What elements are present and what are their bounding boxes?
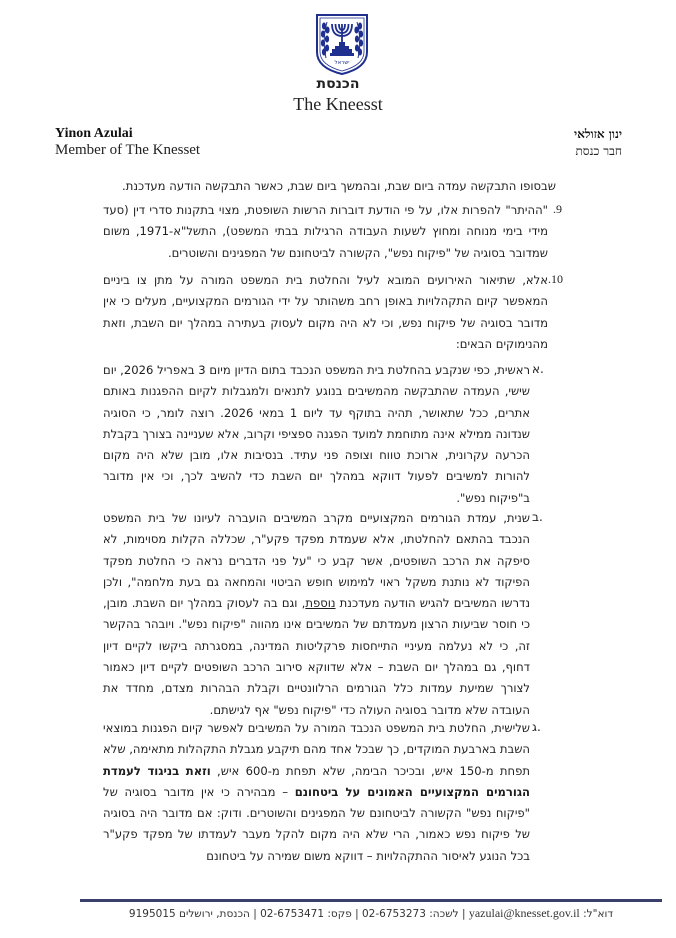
office-phone: 02-6753273 — [361, 908, 426, 920]
sub-item-marker-bet: ב. — [532, 510, 543, 524]
sub-item-marker-gimel: ג. — [532, 720, 541, 734]
member-block-hebrew — [574, 126, 622, 160]
paragraph-10: אלא, שתיאור האירועים המובא לעיל והחלטת בית המשפט המורה על מתן צו ביניים המאפשר קיום התקהלויות באופן רחב משהותר על ידי הגורמים המקצועיים, מעלים כי אין מדובר בסוגיה של פיקוח נפש, וכי לא היה מקום לעסוק בעתירה במהלך יום השבת, וזאת מהנימוקים הבאים: — [103, 273, 548, 351]
separator: | — [253, 908, 257, 920]
bold-phrase: וזאת בניגוד לעמדת הגורמים המקצועיים האמונים על ביטחונם — [103, 763, 530, 799]
member-name-english: Yinon Azulai — [55, 126, 133, 141]
emblem-text: ישראל — [334, 60, 350, 66]
fax-number: 02-6753471 — [260, 908, 325, 920]
state-emblem-icon — [313, 12, 371, 76]
paragraph-9: "ההיתר" להפרות אלו, על פי הודעת דוברות הרשות השופטת, מצוי בתקנות סדרי דין (סעד מידי בימי מנוחה ומחוץ לשעות העבודה הרגילות בבתי המשפט), התשל"א-1971, משום שמדובר בסוגיה של "פיקוח נפש", הקשורה לביטחונם של המפגינים והשוטרים. — [103, 203, 548, 260]
footer-divider — [80, 899, 662, 902]
sub-item-bet — [103, 508, 530, 721]
underlined-word: נוספת — [305, 596, 336, 611]
office-label: לשכה: — [429, 908, 459, 920]
continuation-paragraph: שבסופו התבקשה עמדה ביום שבת, ובהמשך ביום שבת, כאשר התבקשה הודעה מעדכנת. — [122, 179, 556, 193]
sub-item-bet-text-after: , וגם בה לעסוק במהלך יום השבת. מובן, כי חוסר שביעות הרצון מעמדתם של המשיבים אינו מהווה "פיקוח נפש". ויובהר בהקשר זה, כי לא נעלמה מעיניי התייחסות פרקליטות המדינה, במסגרתה ביקשו לקיים דיון דחוף, גם במהלך יום השבת – אלא שדווקא סירוב הרכב השופטים לקיים דיון כאמור לצורך שמיעת עמדות כלל הגורמים הרלוונטיים וקבלת הבהרות מצדם, מחדד את העובדה שלא מדובר בסוגיה העולה כדי "פיקוח נפש" אף לגישתם. — [103, 596, 530, 717]
footer-contact — [80, 906, 662, 921]
sub-item-gimel-text-before: שלישית, החלטת בית המשפט הנכבד המורה על המשיבים לאפשר קיום הפגנות במוצאי השבת בארבעת המוקדים, כך שבכל אחד מהם תיקבע מגבלת התקהלות מתאימה, שלא תפחת מ-150 איש, ובכיכר הבימה, שלא תפחת מ-600 איש, — [103, 721, 530, 778]
sub-item-gimel-text-after: – מבהירה כי אין מדובר בסוגיה של "פיקוח נפש" הקשורה לביטחונם של המפגינים והשוטרים. ודוק: אם מדובר היה בסוגיה של פיקוח נפש כאמור, הרי שלא היה מקום להקל מעבר לעמדתו של מפקד פקע"ר בכל הנוגע לאיסור ההתקהלויות – דווקא משום שמירה על ביטחונם — [103, 784, 530, 863]
fax-label: פקס: — [327, 908, 352, 920]
knesset-hebrew-title: הכנסת — [316, 76, 360, 92]
knesset-english-title: The Kneesst — [293, 94, 383, 114]
item-marker-9: .9 — [553, 202, 562, 216]
item-marker-10: .10 — [548, 272, 563, 286]
sub-item-gimel — [103, 718, 530, 867]
member-block-english — [55, 126, 200, 158]
email-label: דוא"ל: — [583, 908, 614, 920]
separator: | — [461, 908, 466, 920]
member-role-hebrew: חבר כנסת — [575, 144, 622, 158]
sub-item-bet-text-before: שנית, עמדת הגורמים המקצועיים מקרב המשיבים הועברה לעיונו של בית המשפט הנכבד בהתאם להחלטתו, אלא שעמדת מפקד פקע"ר, שכללה הקלות מסוימות, לא סיפקה את הרכב השופטים, אשר קבע כי "על פני הדברים נראה כי החלטת מפקד הפיקוד לא נותנת משקל ראוי למימוש חופש הביטוי והמחאה גם בעת מלחמה", ולכן נדרשו המשיבים להגיש הודעה מעדכנת — [103, 511, 530, 611]
sub-item-marker-alef: א. — [532, 362, 544, 376]
address: הכנסת, ירושלים 9195015 — [128, 908, 250, 920]
email-link[interactable]: yazulai@knesset.gov.il — [468, 906, 580, 920]
sub-item-alef: ראשית, כפי שנקבע בהחלטת בית המשפט הנכבד בתום הדיון מיום 3 באפריל 2026, יום שישי, העמדה שהתבקשה מהמשיבים בנוגע לתנאים ולמגבלות לקיום ההפגנות באותם אתרים, ככל שתאושר, תהיה בתוקף עד ליום 1 במאי 2026. רוצה לומר, כי הסוגיה שנדונה ממילא אינה מתוחמת למועד הפגנה ספציפי וקרוב, אלא שעניינה בצורך בקבלת הכרעה עקרונית, ארוכת טווח וצופה פני עתיד. בנסיבות אלו, מובן שלא היה מקום להורות למשיבים לפעול דווקא במהלך יום השבת כדי להשיב לכך, וכי אין מדובר ב"פיקוח נפש". — [103, 363, 530, 505]
member-role-english: Member of The Knesset — [55, 142, 201, 158]
separator: | — [355, 908, 359, 920]
member-name-hebrew: ינון אזולאי — [574, 127, 622, 141]
